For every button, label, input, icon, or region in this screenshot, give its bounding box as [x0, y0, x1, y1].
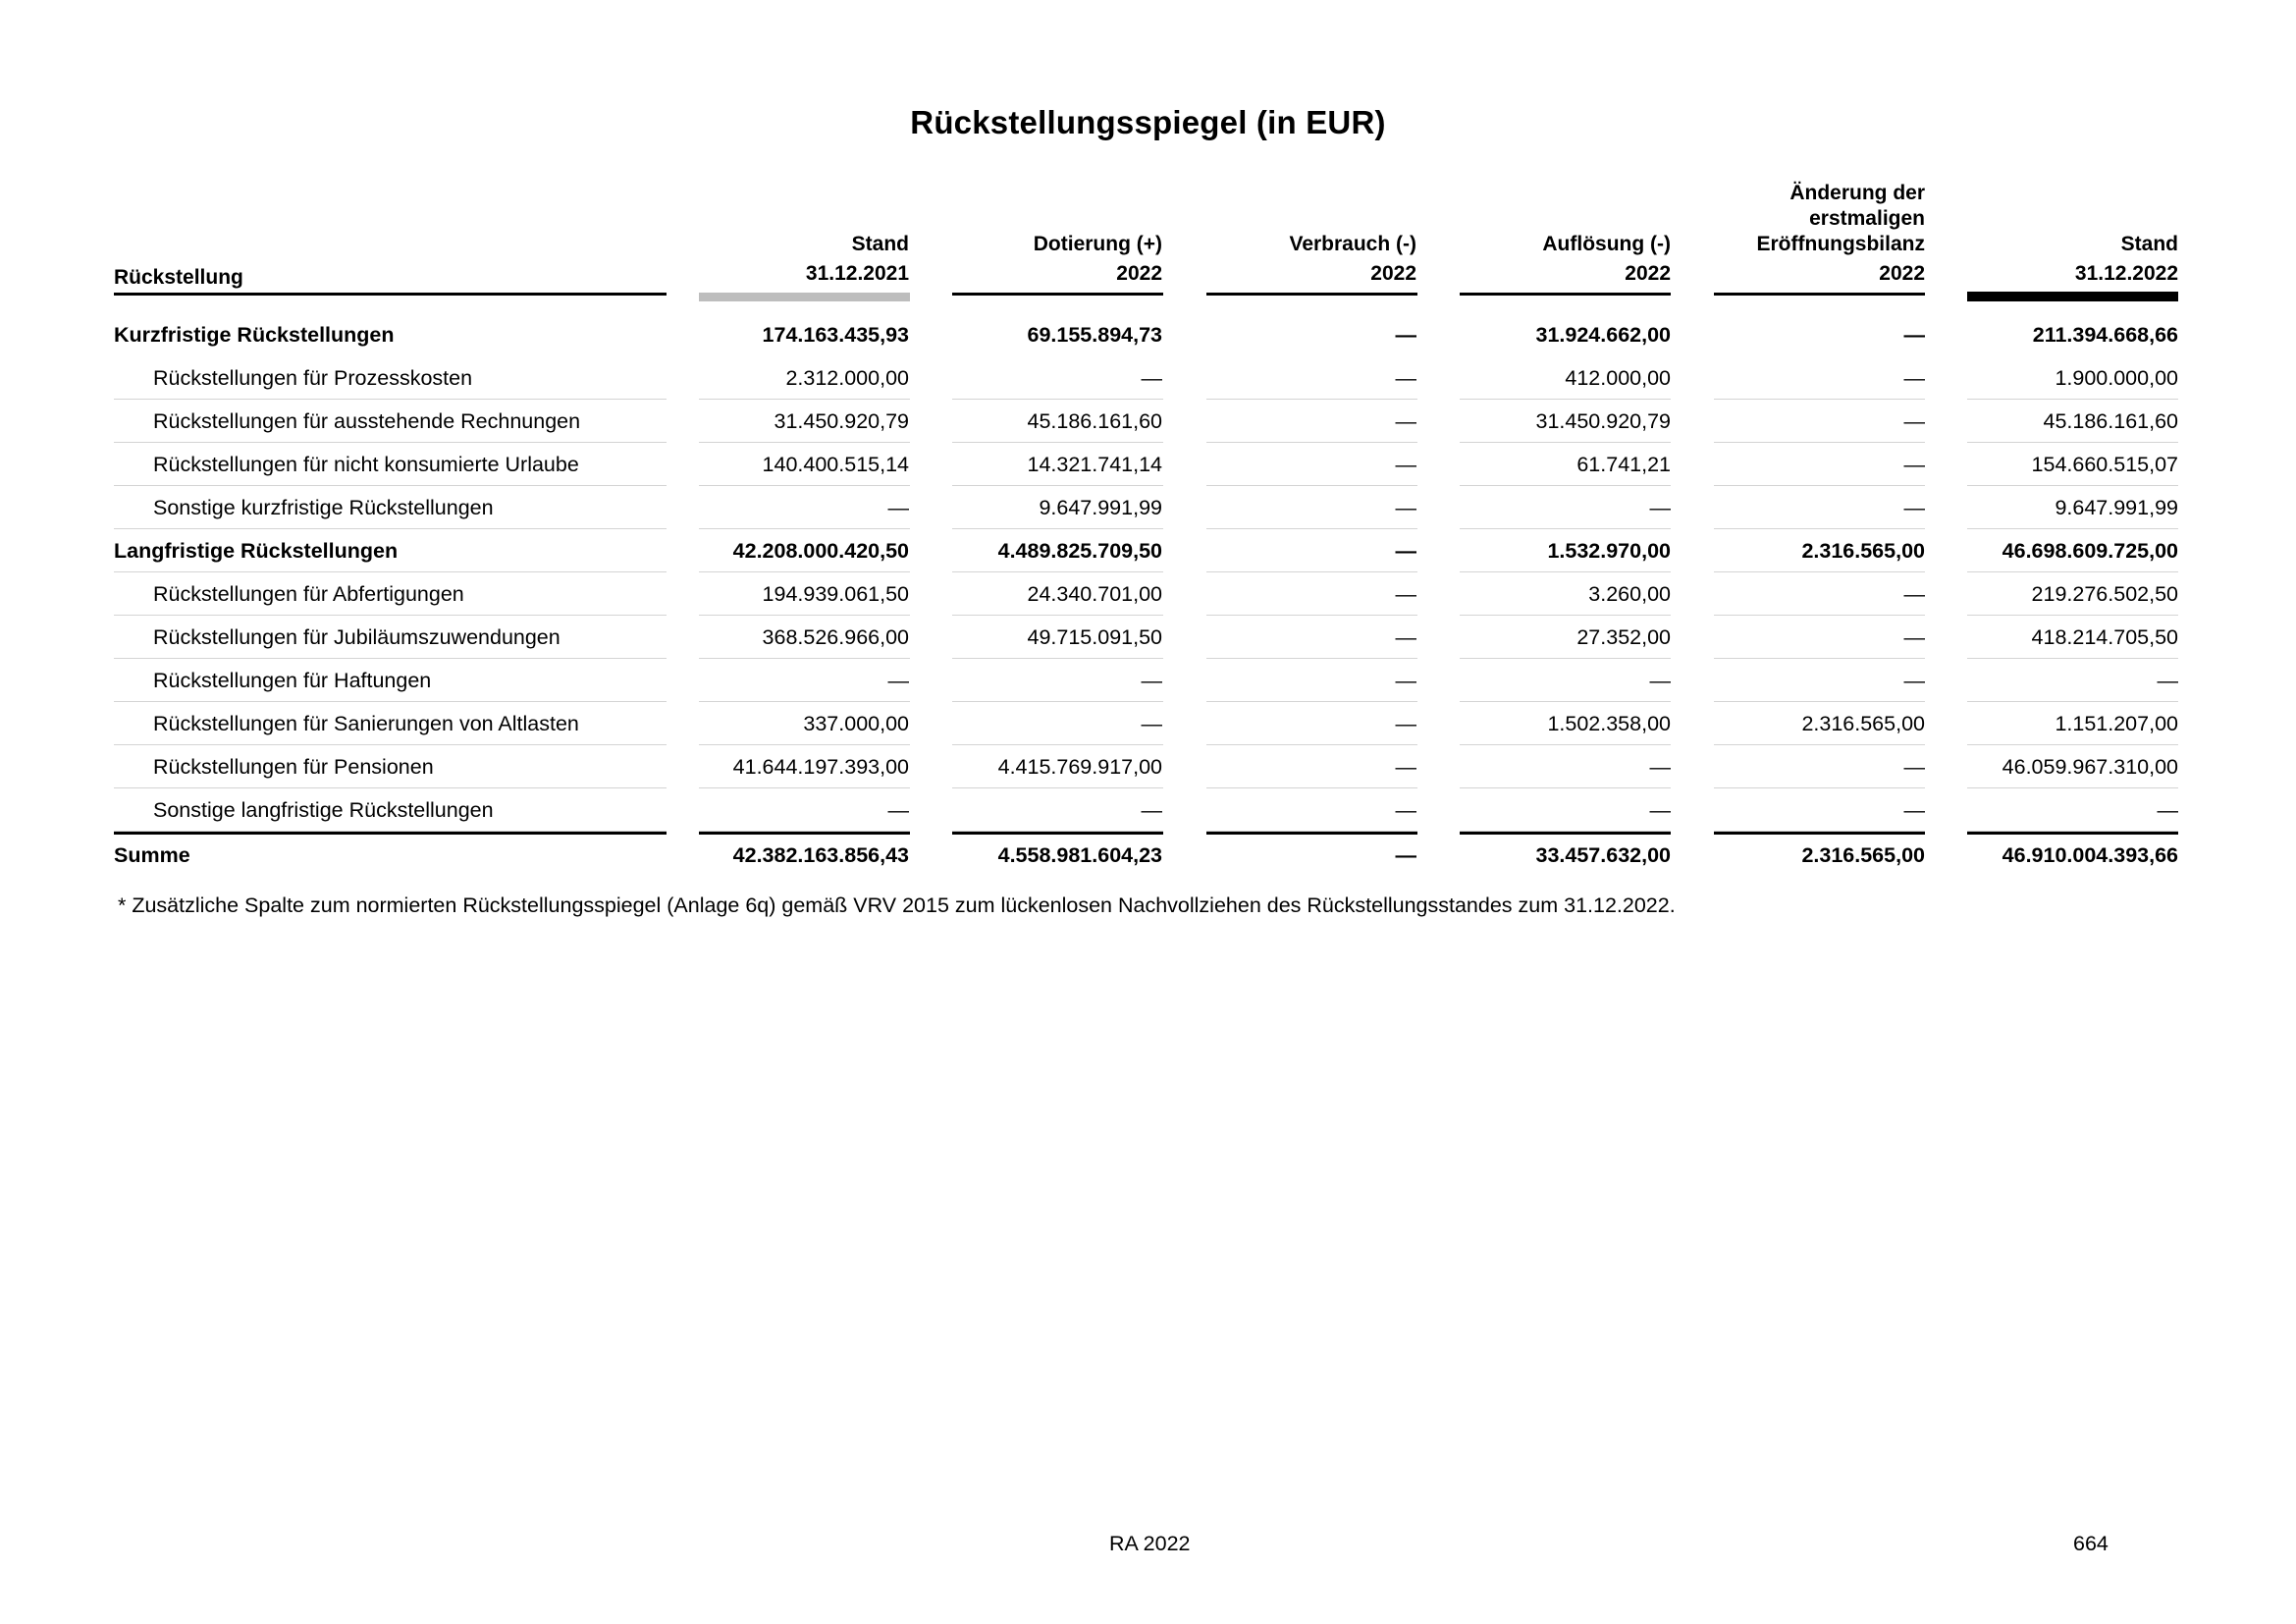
column-header-2-line3: Dotierung (+)	[1033, 233, 1162, 255]
row-value-col-3: —	[1395, 669, 1416, 692]
row-value-col-3: —	[1395, 539, 1416, 563]
row-value-col-2: 49.715.091,50	[1027, 625, 1162, 649]
row-value-col-3: —	[1395, 625, 1416, 649]
row-value-col-1: 41.644.197.393,00	[732, 755, 909, 779]
column-header-1-line4: 31.12.2021	[805, 262, 909, 285]
row-value-col-6: —	[2157, 798, 2178, 822]
table-row	[114, 400, 2183, 443]
row-label: Rückstellungen für Sanierungen von Altlasten	[153, 712, 579, 735]
row-value-col-5: —	[1903, 625, 1925, 649]
row-value-col-3: —	[1395, 712, 1416, 735]
footnote: * Zusätzliche Spalte zum normierten Rückstellungsspiegel (Anlage 6q) gemäß VRV 2015 zum lückenlosen Nachvollziehen des Rückstellungsstandes zum 31.12.2022.	[118, 893, 1676, 917]
row-value-col-1: —	[887, 669, 909, 692]
column-header-5-line3: Eröffnungsbilanz	[1756, 233, 1925, 255]
row-label: Rückstellungen für Jubiläumszuwendungen	[153, 625, 561, 649]
row-value-col-2: 9.647.991,99	[1039, 496, 1162, 519]
row-value-col-6: 418.214.705,50	[2031, 625, 2178, 649]
row-value-col-6: 9.647.991,99	[2055, 496, 2178, 519]
row-value-col-6: 46.698.609.725,00	[2002, 539, 2178, 563]
row-value-col-3: —	[1395, 323, 1416, 347]
column-header-6-line3: Stand	[2120, 233, 2178, 255]
row-value-col-6: —	[2157, 669, 2178, 692]
row-value-col-5: —	[1903, 755, 1925, 779]
row-value-col-1: 31.450.920,79	[774, 409, 909, 433]
row-label: Rückstellungen für nicht konsumierte Urlaube	[153, 453, 579, 476]
table-row	[114, 529, 2183, 572]
row-value-col-5: —	[1903, 366, 1925, 390]
row-value-col-2: —	[1141, 798, 1162, 822]
row-value-col-5: 2.316.565,00	[1801, 843, 1925, 867]
row-value-col-4: —	[1649, 669, 1671, 692]
row-value-col-5: —	[1903, 323, 1925, 347]
row-value-col-5: 2.316.565,00	[1801, 712, 1925, 735]
row-value-col-2: —	[1141, 669, 1162, 692]
column-header-underline	[952, 293, 1163, 296]
header-label-underline	[114, 293, 667, 296]
row-value-col-5: —	[1903, 409, 1925, 433]
column-header-5-line4: 2022	[1879, 262, 1925, 285]
row-value-col-3: —	[1395, 496, 1416, 519]
column-header-4-line4: 2022	[1625, 262, 1671, 285]
table-row	[114, 702, 2183, 745]
row-value-col-1: 194.939.061,50	[762, 582, 909, 606]
row-value-col-4: 33.457.632,00	[1535, 843, 1671, 867]
row-value-col-3: —	[1395, 453, 1416, 476]
column-header-5-line2: erstmaligen	[1809, 207, 1925, 230]
row-value-col-4: 27.352,00	[1576, 625, 1671, 649]
column-header-underline	[1206, 293, 1417, 296]
row-value-col-6: 45.186.161,60	[2043, 409, 2178, 433]
row-value-col-4: 61.741,21	[1576, 453, 1671, 476]
row-value-col-4: 1.502.358,00	[1547, 712, 1671, 735]
total-row	[114, 834, 2183, 877]
column-header-underline	[1714, 293, 1925, 296]
row-label: Langfristige Rückstellungen	[114, 539, 399, 563]
row-value-col-1: 337.000,00	[803, 712, 909, 735]
row-value-col-1: 2.312.000,00	[785, 366, 909, 390]
row-value-col-2: 45.186.161,60	[1027, 409, 1162, 433]
row-label: Rückstellungen für Pensionen	[153, 755, 434, 779]
table-row	[114, 443, 2183, 486]
row-label: Rückstellungen für Abfertigungen	[153, 582, 464, 606]
row-value-col-3: —	[1395, 366, 1416, 390]
row-value-col-2: 14.321.741,14	[1027, 453, 1162, 476]
row-value-col-6: 154.660.515,07	[2031, 453, 2178, 476]
row-value-col-2: 24.340.701,00	[1027, 582, 1162, 606]
table-row	[114, 572, 2183, 616]
row-value-col-4: 31.924.662,00	[1535, 323, 1671, 347]
row-label: Rückstellungen für ausstehende Rechnungen	[153, 409, 581, 433]
row-value-col-1: 368.526.966,00	[762, 625, 909, 649]
table-row	[114, 356, 2183, 400]
header-label: Rückstellung	[114, 266, 243, 289]
row-value-col-2: 69.155.894,73	[1027, 323, 1162, 347]
row-value-col-1: —	[887, 496, 909, 519]
row-label: Sonstige langfristige Rückstellungen	[153, 798, 494, 822]
table-row	[114, 486, 2183, 529]
row-value-col-2: 4.489.825.709,50	[997, 539, 1162, 563]
row-value-col-6: 46.910.004.393,66	[2002, 843, 2178, 867]
column-header-1-line3: Stand	[851, 233, 909, 255]
row-value-col-5: 2.316.565,00	[1801, 539, 1925, 563]
row-value-col-6: 46.059.967.310,00	[2002, 755, 2178, 779]
page-title: Rückstellungsspiegel (in EUR)	[910, 104, 1386, 140]
row-value-col-1: 42.382.163.856,43	[732, 843, 909, 867]
row-label: Summe	[114, 843, 190, 867]
row-value-col-2: —	[1141, 712, 1162, 735]
column-header-underline	[1460, 293, 1671, 296]
row-value-col-5: —	[1903, 453, 1925, 476]
row-value-col-5: —	[1903, 798, 1925, 822]
row-value-col-4: —	[1649, 798, 1671, 822]
row-value-col-5: —	[1903, 669, 1925, 692]
row-value-col-1: 140.400.515,14	[762, 453, 909, 476]
row-value-col-4: —	[1649, 496, 1671, 519]
row-label: Rückstellungen für Haftungen	[153, 669, 432, 692]
row-value-col-4: —	[1649, 755, 1671, 779]
column-header-3-line3: Verbrauch (-)	[1289, 233, 1416, 255]
footer-report-label: RA 2022	[1109, 1532, 1191, 1555]
row-value-col-1: —	[887, 798, 909, 822]
row-value-col-4: 3.260,00	[1588, 582, 1671, 606]
column-header-underline	[699, 293, 910, 301]
row-value-col-3: —	[1395, 582, 1416, 606]
row-value-col-5: —	[1903, 496, 1925, 519]
table-row	[114, 616, 2183, 659]
table-row	[114, 659, 2183, 702]
row-value-col-6: 1.151.207,00	[2055, 712, 2178, 735]
row-value-col-2: 4.558.981.604,23	[997, 843, 1162, 867]
column-header-2-line4: 2022	[1116, 262, 1162, 285]
row-label: Rückstellungen für Prozesskosten	[153, 366, 473, 390]
row-value-col-1: 42.208.000.420,50	[732, 539, 909, 563]
table-row	[114, 745, 2183, 788]
column-header-5-line1: Änderung der	[1789, 182, 1925, 204]
row-label: Sonstige kurzfristige Rückstellungen	[153, 496, 494, 519]
row-value-col-6: 219.276.502,50	[2031, 582, 2178, 606]
column-header-3-line4: 2022	[1370, 262, 1416, 285]
column-header-4-line3: Auflösung (-)	[1542, 233, 1671, 255]
row-value-col-6: 211.394.668,66	[2032, 323, 2178, 347]
row-value-col-3: —	[1395, 798, 1416, 822]
row-value-col-2: —	[1141, 366, 1162, 390]
row-value-col-4: 412.000,00	[1565, 366, 1671, 390]
column-header-underline	[1967, 292, 2178, 301]
row-value-col-1: 174.163.435,93	[762, 323, 909, 347]
row-value-col-4: 31.450.920,79	[1535, 409, 1671, 433]
row-value-col-6: 1.900.000,00	[2055, 366, 2178, 390]
row-value-col-3: —	[1395, 843, 1416, 867]
row-label: Kurzfristige Rückstellungen	[114, 323, 395, 347]
row-value-col-3: —	[1395, 409, 1416, 433]
row-value-col-2: 4.415.769.917,00	[997, 755, 1162, 779]
row-value-col-3: —	[1395, 755, 1416, 779]
row-value-col-4: 1.532.970,00	[1547, 539, 1671, 563]
row-value-col-5: —	[1903, 582, 1925, 606]
page-number: 664	[2073, 1532, 2109, 1555]
column-header-6-line4: 31.12.2022	[2074, 262, 2178, 285]
table-row	[114, 788, 2183, 832]
table-row	[114, 313, 2183, 356]
